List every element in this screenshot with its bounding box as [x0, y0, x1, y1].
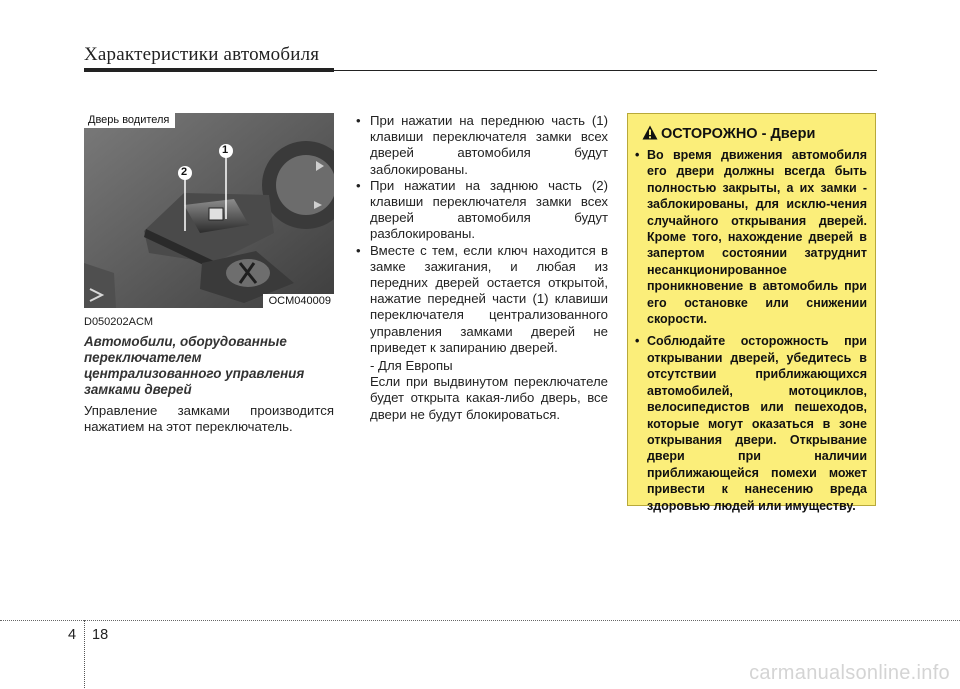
list-item-text: Соблюдайте осторожность при открывании дверей, убедитесь в отсутствии приближающихся автомобилей, мотоциклов, велосипедистов или пешеходов, которые могут оказаться в зоне открывания двери. Открывание двери при наличии приближающейся помехи может привести к нанесению вреда здоровью людей или имуществу.	[647, 334, 867, 513]
watermark: carmanualsonline.info	[749, 662, 950, 684]
footer-divider	[84, 620, 85, 688]
left-column	[84, 316, 334, 435]
bullet-icon: •	[356, 177, 361, 193]
callout-1: 1	[222, 144, 229, 156]
list-item	[356, 243, 608, 356]
page-number: 18	[92, 627, 109, 643]
section-number: 4	[68, 627, 77, 643]
europe-text: Если при выдвинутом переключателе будет открыта какая-либо дверь, все двери не будут блокироваться.	[370, 374, 608, 422]
list-item	[356, 113, 608, 178]
photo-code: OCM040009	[263, 294, 334, 308]
door-switch-photo	[84, 113, 334, 308]
section-paragraph: Управление замками производится нажатием на этот переключатель.	[84, 403, 334, 435]
bullet-icon: •	[356, 242, 361, 258]
list-item	[356, 178, 608, 243]
document-code: D050202ACM	[84, 316, 154, 328]
door-switch-illustration	[84, 113, 334, 308]
caution-title: ОСТОРОЖНО - Двери	[661, 126, 816, 142]
section-heading: Автомобили, оборудованные переключателем централизованного управления замками дверей	[84, 334, 305, 397]
europe-label: - Для Европы	[370, 358, 453, 374]
list-item-text: Во время движения автомобиля его двери должны всегда быть полностью закрыты, а их замки - заблокированы, для исклю-чения случайного открывания дверей. Кроме того, нахождение дверей в запертом состоянии затруднит несанкционированное проникновение в автомобиль при его остановке или снижении скорости.	[647, 148, 867, 327]
caution-list	[635, 147, 867, 520]
list-item	[635, 147, 867, 327]
caution-box	[627, 113, 876, 513]
header-rule-thin	[334, 70, 877, 71]
photo-caption: Дверь водителя	[84, 113, 175, 128]
bullet-icon: •	[635, 334, 640, 349]
list-item-text: При нажатии на переднюю часть (1) клавиши переключателя замки всех дверей автомобиля будут заблокированы.	[370, 113, 608, 177]
europe-note	[356, 358, 608, 423]
bullet-icon: •	[635, 148, 640, 162]
page-header-title: Характеристики автомобиля	[84, 44, 320, 65]
caution-heading	[642, 125, 815, 142]
list-item-text: При нажатии на заднюю часть (2) клавиши переключателя замки всех дверей автомобиля будут разблокированы.	[370, 177, 608, 242]
bullet-icon: •	[356, 113, 361, 128]
callout-2: 2	[181, 166, 188, 178]
middle-column	[356, 113, 608, 423]
warning-triangle-icon	[642, 125, 658, 140]
footer-rule	[0, 620, 960, 621]
list-item-text: Вместе с тем, если ключ находится в замке зажигания, и любая из передних дверей остается открытой, нажатие передней части (1) клавиши переключателя централизованного управления замками дверей не приведет к запиранию дверей.	[370, 242, 608, 355]
list-item	[635, 333, 867, 513]
header-rule-thick	[84, 68, 334, 72]
